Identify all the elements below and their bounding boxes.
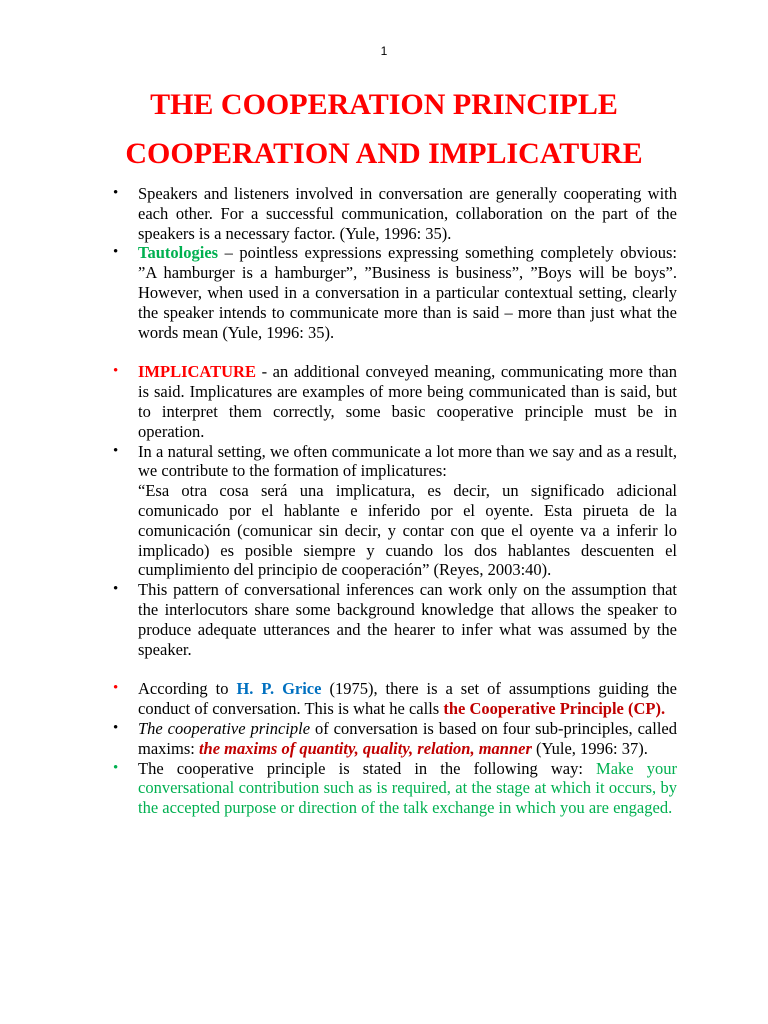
page-number: 1 — [380, 44, 388, 58]
italic-phrase: The cooperative principle — [138, 718, 311, 738]
list-item — [90, 759, 677, 818]
bullet-icon: • — [113, 244, 119, 261]
item-text: - an additional conveyed meaning, communicating more than is said. Implicatures are examples of more being communicated than is said, but to interpret them correctly, some basic cooperative principle must be in operation. — [138, 362, 677, 441]
item-text: In a natural setting, we often communicate a lot more than we say and as a result, we contribute to the formation of implicatures: — [138, 441, 677, 481]
spacer — [90, 342, 677, 362]
bullet-icon: • — [113, 719, 119, 736]
item-text: Speakers and listeners involved in conversation are generally cooperating with each other. For a successful communication, collaboration on the part of the speakers is a necessary factor. (Yule, 1996: 35). — [138, 184, 677, 243]
spanish-quote: “Esa otra cosa será una implicatura, es decir, un significado adicional comunicado por el hablante e inferido por el oyente. Esta pirueta de la comunicación (comunicar sin decir, y contar con que el oyente va a inferir lo implicado) es posible siempre y cuando los dos hablantes descuenten el cumplimiento del principio de cooperación” (Reyes, 2003:40). — [138, 481, 677, 580]
item-text: (1975), there is a set of assumptions guiding the conduct of conversation. This is what he calls — [138, 679, 677, 719]
title-line-2: COOPERATION AND IMPLICATURE — [125, 137, 643, 170]
bullet-icon: • — [113, 581, 119, 598]
bullet-icon: • — [113, 759, 119, 776]
author-grice: H. P. Grice — [236, 679, 322, 699]
term-tautologies: Tautologies — [138, 243, 219, 263]
bullet-icon: • — [113, 680, 119, 697]
spacer — [90, 659, 677, 679]
bullet-icon: • — [113, 363, 119, 380]
bullet-icon: • — [113, 442, 119, 459]
item-text: of conversation is based on four sub-principles, called maxims: — [138, 718, 677, 758]
list-item — [90, 243, 677, 342]
title-line-1: THE COOPERATION PRINCIPLE — [150, 88, 618, 121]
list-item — [90, 580, 677, 659]
item-text: – pointless expressions expressing something completely obvious: ”A hamburger is a hamburger”, ”Business is business”, ”Boys will be boys”. However, when used in a conversation in a particular contextual setting, clearly the speaker intends to communicate more than is said – more than just what the words mean (Yule, 1996: 35). — [138, 243, 677, 342]
list-item — [90, 679, 677, 719]
item-text: (Yule, 1996: 37). — [531, 738, 648, 758]
item-text: According to — [138, 679, 237, 699]
item-text: This pattern of conversational inferences can work only on the assumption that the interlocutors share some background knowledge that allows the speaker to produce adequate utterances and the hearer to infer what was assumed by the speaker. — [138, 580, 677, 659]
bullet-list — [90, 184, 677, 818]
maxims-phrase: the maxims of quantity, quality, relation, manner — [198, 738, 532, 758]
term-cooperative-principle: the Cooperative Principle (CP). — [443, 699, 666, 719]
list-item — [90, 719, 677, 759]
list-item — [90, 442, 677, 581]
principle-statement: Make your conversational contribution such as is required, at the stage at which it occurs, by the accepted purpose or direction of the talk exchange in which you are engaged. — [138, 758, 677, 818]
item-text: The cooperative principle is stated in the following way: — [138, 758, 597, 778]
bullet-icon: • — [113, 185, 119, 201]
term-implicature: IMPLICATURE — [138, 362, 256, 382]
list-item — [90, 362, 677, 441]
document-body — [90, 184, 677, 818]
list-item — [90, 184, 677, 243]
